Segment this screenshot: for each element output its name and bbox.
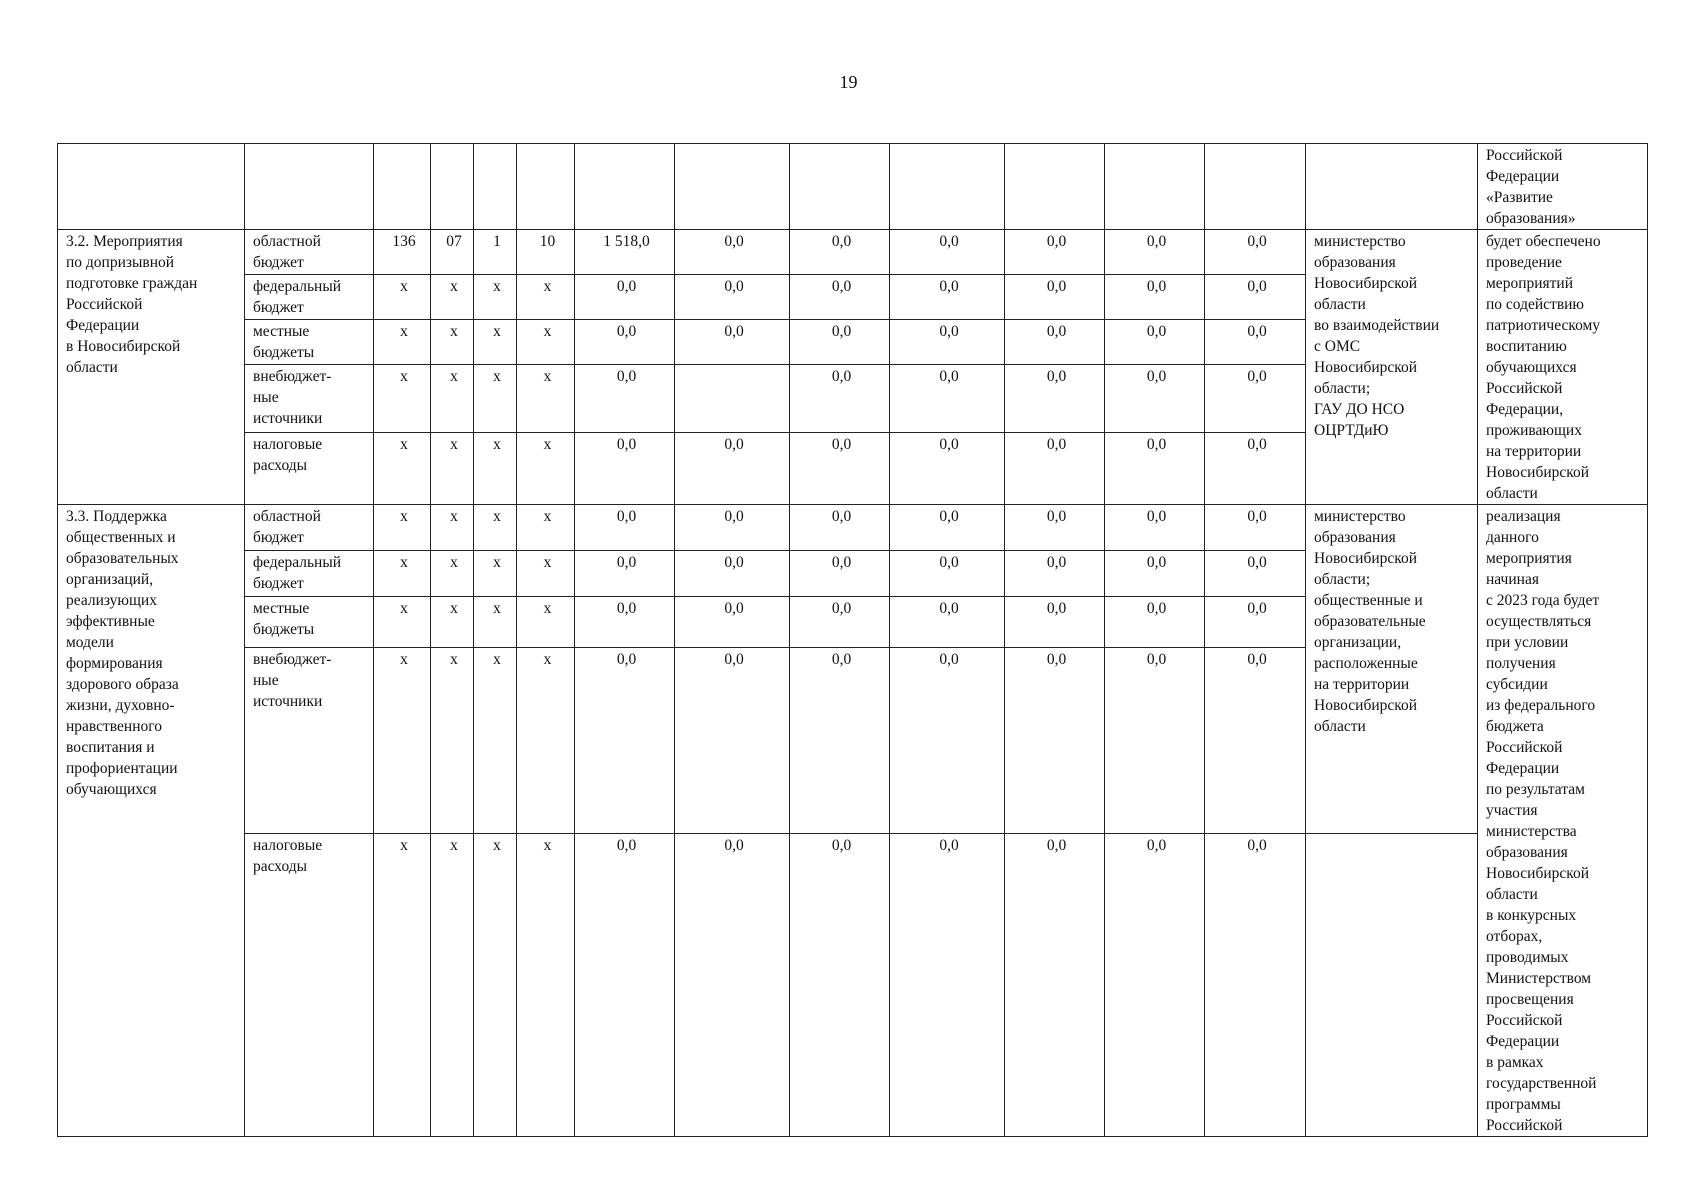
empty-cell [517, 144, 575, 230]
result-cell-line: министерства [1486, 823, 1577, 840]
budget-code-cell: х [431, 648, 474, 833]
activity-title-cell-line: по допризывной [66, 254, 175, 271]
amount-cell: 0,0 [1005, 364, 1105, 432]
activity-title-cell-line: Российской [66, 296, 143, 313]
amount-cell: 0,0 [575, 833, 675, 1136]
budget-code-cell: х [431, 597, 474, 648]
activity-title-cell-line: воспитания и [66, 739, 155, 756]
amount-cell: 0,0 [675, 833, 790, 1136]
amount-cell: 0,0 [1105, 433, 1205, 505]
result-cell-line: воспитанию [1486, 338, 1567, 355]
activity-title-cell-line: Федерации [66, 317, 140, 334]
amount-cell: 0,0 [575, 433, 675, 505]
amount-cell: 0,0 [575, 648, 675, 833]
executor-cell [1306, 230, 1478, 505]
result-cell-line: Федерации [1486, 1033, 1560, 1050]
budget-code-cell: х [474, 274, 517, 319]
result-cell-line: по результатам [1486, 781, 1585, 798]
amount-cell: 0,0 [1105, 597, 1205, 648]
budget-code-cell: х [431, 833, 474, 1136]
amount-cell: 0,0 [575, 319, 675, 364]
result-cell-line: Федерации, [1486, 401, 1564, 418]
result-cell-line: осуществляться [1486, 613, 1592, 630]
executor-cell-line: на территории [1314, 676, 1410, 693]
result-cell [1478, 144, 1648, 230]
budget-code-cell: х [517, 551, 575, 597]
empty-cell [1005, 144, 1105, 230]
executor-cell-line: ГАУ ДО НСО [1314, 401, 1405, 418]
amount-cell: 0,0 [1005, 505, 1105, 551]
budget-code-cell: х [474, 833, 517, 1136]
amount-cell: 0,0 [1105, 505, 1205, 551]
funding-source-cell-line: внебюджет- [253, 367, 332, 385]
result-cell-line: в конкурсных [1486, 907, 1577, 924]
budget-table [57, 143, 1648, 1137]
executor-cell-line: образовательные [1314, 613, 1426, 630]
budget-code-cell: 1 [474, 230, 517, 275]
result-cell-line: реализация [1486, 508, 1561, 525]
result-cell-line: области [1486, 886, 1538, 903]
empty-cell [790, 144, 890, 230]
amount-cell: 0,0 [790, 833, 890, 1136]
budget-code-cell: х [431, 364, 474, 432]
budget-code-cell: х [474, 551, 517, 597]
budget-code-cell: х [517, 505, 575, 551]
empty-cell [1306, 144, 1478, 230]
result-cell-line: из федерального [1486, 697, 1596, 714]
executor-cell [1306, 505, 1478, 834]
result-cell-line: программы [1486, 1096, 1561, 1113]
result-cell-line: «Развитие [1486, 189, 1553, 206]
budget-code-cell: х [517, 597, 575, 648]
activity-title-cell [58, 230, 245, 505]
amount-cell: 0,0 [1005, 648, 1105, 833]
budget-code-cell: х [517, 364, 575, 432]
funding-source-cell-line: федеральный [253, 277, 342, 295]
amount-cell: 0,0 [890, 597, 1005, 648]
empty-cell [1205, 144, 1306, 230]
activity-title-cell-line: 3.2. Мероприятия [66, 233, 183, 250]
result-cell-line: по содействию [1486, 296, 1585, 313]
amount-cell: 0,0 [790, 597, 890, 648]
empty-cell [431, 144, 474, 230]
budget-code-cell: х [374, 433, 431, 505]
funding-source-cell-line: бюджет [253, 529, 304, 546]
activity-title-cell [58, 505, 245, 1137]
result-cell-line: Российской [1486, 147, 1563, 164]
budget-code-cell: х [474, 505, 517, 551]
activity-title-cell-line: общественных и [66, 529, 176, 546]
amount-cell: 0,0 [1005, 551, 1105, 597]
result-cell-line: проведение [1486, 254, 1562, 271]
budget-code-cell: х [474, 648, 517, 833]
amount-cell: 0,0 [575, 551, 675, 597]
activity-title-cell-line: эффективные [66, 613, 155, 630]
budget-code-cell: х [374, 364, 431, 432]
amount-cell: 0,0 [1205, 433, 1306, 505]
budget-code-cell: х [517, 274, 575, 319]
amount-cell: 0,0 [890, 433, 1005, 505]
table-row [58, 144, 1648, 230]
budget-code-cell: х [517, 648, 575, 833]
activity-title-cell-line: жизни, духовно- [66, 697, 175, 714]
activity-title-cell-line: здорового образа [66, 676, 179, 693]
funding-source-cell [245, 505, 374, 551]
amount-cell: 0,0 [575, 274, 675, 319]
amount-cell: 0,0 [575, 505, 675, 551]
amount-cell: 0,0 [1205, 833, 1306, 1136]
budget-code-cell: х [474, 433, 517, 505]
amount-cell: 0,0 [890, 648, 1005, 833]
funding-source-cell-line: источники [253, 693, 323, 711]
budget-code-cell: х [374, 319, 431, 364]
executor-cell-line: области [1314, 296, 1366, 313]
funding-source-cell-line: бюджет [253, 254, 304, 271]
executor-cell-line: министерство [1314, 508, 1406, 525]
funding-source-cell-line: областной [253, 508, 321, 525]
result-cell-line: Новосибирской [1486, 464, 1590, 481]
result-cell-line: Новосибирской [1486, 865, 1590, 882]
amount-cell: 0,0 [1105, 551, 1205, 597]
executor-cell-line: Новосибирской [1314, 550, 1418, 567]
amount-cell: 0,0 [1205, 551, 1306, 597]
amount-cell: 0,0 [1105, 833, 1205, 1136]
budget-code-cell: х [374, 551, 431, 597]
empty-cell [474, 144, 517, 230]
result-cell-line: Российской [1486, 380, 1563, 397]
empty-cell [575, 144, 675, 230]
activity-title-cell-line: формирования [66, 655, 163, 672]
funding-source-cell-line: областной [253, 233, 321, 250]
empty-cell [58, 144, 245, 230]
result-cell-line: образования [1486, 844, 1568, 861]
result-cell-line: на территории [1486, 443, 1582, 460]
empty-cell [374, 144, 431, 230]
amount-cell: 0,0 [675, 433, 790, 505]
funding-source-cell-line: федеральный [253, 554, 342, 572]
funding-source-cell [245, 833, 374, 1136]
activity-title-cell-line: подготовке граждан [66, 275, 198, 292]
amount-cell: 0,0 [890, 551, 1005, 597]
executor-cell-line: области; [1314, 380, 1371, 397]
funding-source-cell [245, 364, 374, 432]
budget-code-cell: х [474, 319, 517, 364]
amount-cell: 0,0 [1205, 364, 1306, 432]
funding-source-cell-line: налоговые [253, 436, 323, 454]
empty-cell [1105, 144, 1205, 230]
amount-cell: 0,0 [1205, 230, 1306, 275]
amount-cell: 0,0 [890, 319, 1005, 364]
result-cell-line: Министерством [1486, 970, 1592, 987]
result-cell-line: участия [1486, 802, 1538, 819]
result-cell-line: Федерации [1486, 760, 1560, 777]
budget-code-cell: х [517, 833, 575, 1136]
amount-cell: 0,0 [790, 364, 890, 432]
empty-cell [1306, 833, 1478, 1136]
budget-code-cell: 136 [374, 230, 431, 275]
result-cell-line: данного [1486, 529, 1539, 546]
result-cell-line: патриотическому [1486, 317, 1601, 334]
result-cell-line: просвещения [1486, 991, 1574, 1008]
executor-cell-line: образования [1314, 254, 1396, 271]
funding-source-cell [245, 274, 374, 319]
budget-code-cell: 07 [431, 230, 474, 275]
funding-source-cell [245, 648, 374, 833]
table-row [58, 833, 1648, 1136]
activity-title-cell-line: области [66, 359, 118, 376]
funding-source-cell-line: местные [253, 322, 310, 340]
funding-source-cell-line: бюджет [253, 298, 304, 316]
amount-cell: 0,0 [675, 319, 790, 364]
budget-code-cell: х [374, 648, 431, 833]
result-cell-line: субсидии [1486, 676, 1548, 693]
activity-title-cell-line: реализующих [66, 592, 157, 609]
result-cell-line: государственной [1486, 1075, 1597, 1092]
executor-cell-line: общественные и [1314, 592, 1423, 609]
amount-cell [675, 364, 790, 432]
result-cell-line: будет обеспечено [1486, 233, 1601, 250]
funding-source-cell [245, 433, 374, 505]
budget-code-cell: х [431, 505, 474, 551]
budget-code-cell: х [374, 505, 431, 551]
budget-code-cell: х [374, 833, 431, 1136]
amount-cell: 0,0 [1205, 505, 1306, 551]
amount-cell: 1 518,0 [575, 230, 675, 275]
funding-source-cell [245, 319, 374, 364]
budget-code-cell: 10 [517, 230, 575, 275]
amount-cell: 0,0 [1005, 274, 1105, 319]
result-cell-line: Федерации [1486, 168, 1560, 185]
budget-code-cell: х [517, 433, 575, 505]
funding-source-cell [245, 230, 374, 275]
budget-code-cell: х [431, 551, 474, 597]
funding-source-cell-line: налоговые [253, 836, 323, 854]
amount-cell: 0,0 [790, 505, 890, 551]
activity-title-cell-line: профориентации [66, 760, 178, 777]
amount-cell: 0,0 [675, 648, 790, 833]
amount-cell: 0,0 [1005, 230, 1105, 275]
executor-cell-line: Новосибирской [1314, 359, 1418, 376]
amount-cell: 0,0 [790, 648, 890, 833]
activity-title-cell-line: обучающихся [66, 781, 157, 798]
budget-code-cell: х [374, 597, 431, 648]
result-cell-line: Российской [1486, 1012, 1563, 1029]
executor-cell-line: министерство [1314, 233, 1406, 250]
amount-cell: 0,0 [1105, 319, 1205, 364]
executor-cell-line: области [1314, 718, 1366, 735]
amount-cell: 0,0 [890, 833, 1005, 1136]
funding-source-cell-line: ные [253, 388, 279, 406]
amount-cell: 0,0 [1005, 833, 1105, 1136]
budget-code-cell: х [474, 364, 517, 432]
empty-cell [890, 144, 1005, 230]
amount-cell: 0,0 [1105, 274, 1205, 319]
result-cell-line: получения [1486, 655, 1556, 672]
result-cell [1478, 230, 1648, 505]
executor-cell-line: образования [1314, 529, 1396, 546]
funding-source-cell [245, 597, 374, 648]
result-cell-line: Российской [1486, 739, 1563, 756]
budget-code-cell: х [431, 319, 474, 364]
activity-title-cell-line: 3.3. Поддержка [66, 508, 167, 525]
amount-cell: 0,0 [675, 551, 790, 597]
amount-cell: 0,0 [890, 364, 1005, 432]
amount-cell: 0,0 [890, 274, 1005, 319]
result-cell-line: отборах, [1486, 928, 1543, 945]
amount-cell: 0,0 [890, 230, 1005, 275]
result-cell-line: области [1486, 485, 1538, 502]
executor-cell-line: с ОМС [1314, 338, 1361, 355]
funding-source-cell-line: бюджеты [253, 343, 315, 361]
empty-cell [675, 144, 790, 230]
amount-cell: 0,0 [675, 274, 790, 319]
activity-title-cell-line: образовательных [66, 550, 179, 567]
amount-cell: 0,0 [1005, 319, 1105, 364]
result-cell-line: с 2023 года будет [1486, 592, 1600, 609]
funding-source-cell-line: ные [253, 672, 279, 690]
amount-cell: 0,0 [1205, 648, 1306, 833]
executor-cell-line: расположенные [1314, 655, 1418, 672]
executor-cell-line: Новосибирской [1314, 697, 1418, 714]
funding-source-cell-line: источники [253, 409, 323, 427]
budget-code-cell: х [431, 433, 474, 505]
amount-cell: 0,0 [790, 319, 890, 364]
executor-cell-line: организации, [1314, 634, 1402, 651]
amount-cell: 0,0 [1105, 364, 1205, 432]
funding-source-cell-line: расходы [253, 857, 308, 875]
amount-cell: 0,0 [1105, 648, 1205, 833]
empty-cell [245, 144, 374, 230]
activity-title-cell-line: нравственного [66, 718, 162, 735]
result-cell-line: бюджета [1486, 718, 1544, 735]
result-cell-line: начиная [1486, 571, 1539, 588]
result-cell-line: мероприятий [1486, 275, 1574, 292]
amount-cell: 0,0 [575, 364, 675, 432]
amount-cell: 0,0 [1005, 433, 1105, 505]
result-cell-line: проводимых [1486, 949, 1569, 966]
amount-cell: 0,0 [790, 433, 890, 505]
budget-code-cell: х [517, 319, 575, 364]
table-row [58, 505, 1648, 551]
result-cell-line: Российской [1486, 1117, 1563, 1134]
funding-source-cell-line: бюджет [253, 575, 304, 593]
activity-title-cell-line: в Новосибирской [66, 338, 181, 355]
table-row [58, 230, 1648, 275]
amount-cell: 0,0 [675, 597, 790, 648]
result-cell [1478, 505, 1648, 1137]
result-cell-line: мероприятия [1486, 550, 1572, 567]
activity-title-cell-line: модели [66, 634, 114, 651]
amount-cell: 0,0 [1205, 597, 1306, 648]
amount-cell: 0,0 [675, 505, 790, 551]
budget-code-cell: х [431, 274, 474, 319]
result-cell-line: при условии [1486, 634, 1569, 651]
funding-source-cell-line: внебюджет- [253, 651, 332, 669]
amount-cell: 0,0 [1205, 319, 1306, 364]
amount-cell: 0,0 [790, 551, 890, 597]
result-cell-line: проживающих [1486, 422, 1582, 439]
budget-code-cell: х [374, 274, 431, 319]
page-number: 19 [839, 72, 858, 92]
activity-title-cell-line: организаций, [66, 571, 154, 588]
funding-source-cell [245, 551, 374, 597]
executor-cell-line: Новосибирской [1314, 275, 1418, 292]
amount-cell: 0,0 [790, 274, 890, 319]
executor-cell-line: во взаимодействии [1314, 317, 1440, 334]
funding-source-cell-line: местные [253, 600, 310, 618]
funding-source-cell-line: бюджеты [253, 621, 315, 639]
executor-cell-line: области; [1314, 571, 1371, 588]
amount-cell: 0,0 [1005, 597, 1105, 648]
amount-cell: 0,0 [890, 505, 1005, 551]
result-cell-line: обучающихся [1486, 359, 1577, 376]
amount-cell: 0,0 [790, 230, 890, 275]
amount-cell: 0,0 [675, 230, 790, 275]
result-cell-line: образования» [1486, 210, 1576, 227]
amount-cell: 0,0 [575, 597, 675, 648]
amount-cell: 0,0 [1105, 230, 1205, 275]
executor-cell-line: ОЦРТДиЮ [1314, 422, 1389, 439]
amount-cell: 0,0 [1205, 274, 1306, 319]
result-cell-line: в рамках [1486, 1054, 1544, 1071]
funding-source-cell-line: расходы [253, 457, 308, 475]
budget-code-cell: х [474, 597, 517, 648]
